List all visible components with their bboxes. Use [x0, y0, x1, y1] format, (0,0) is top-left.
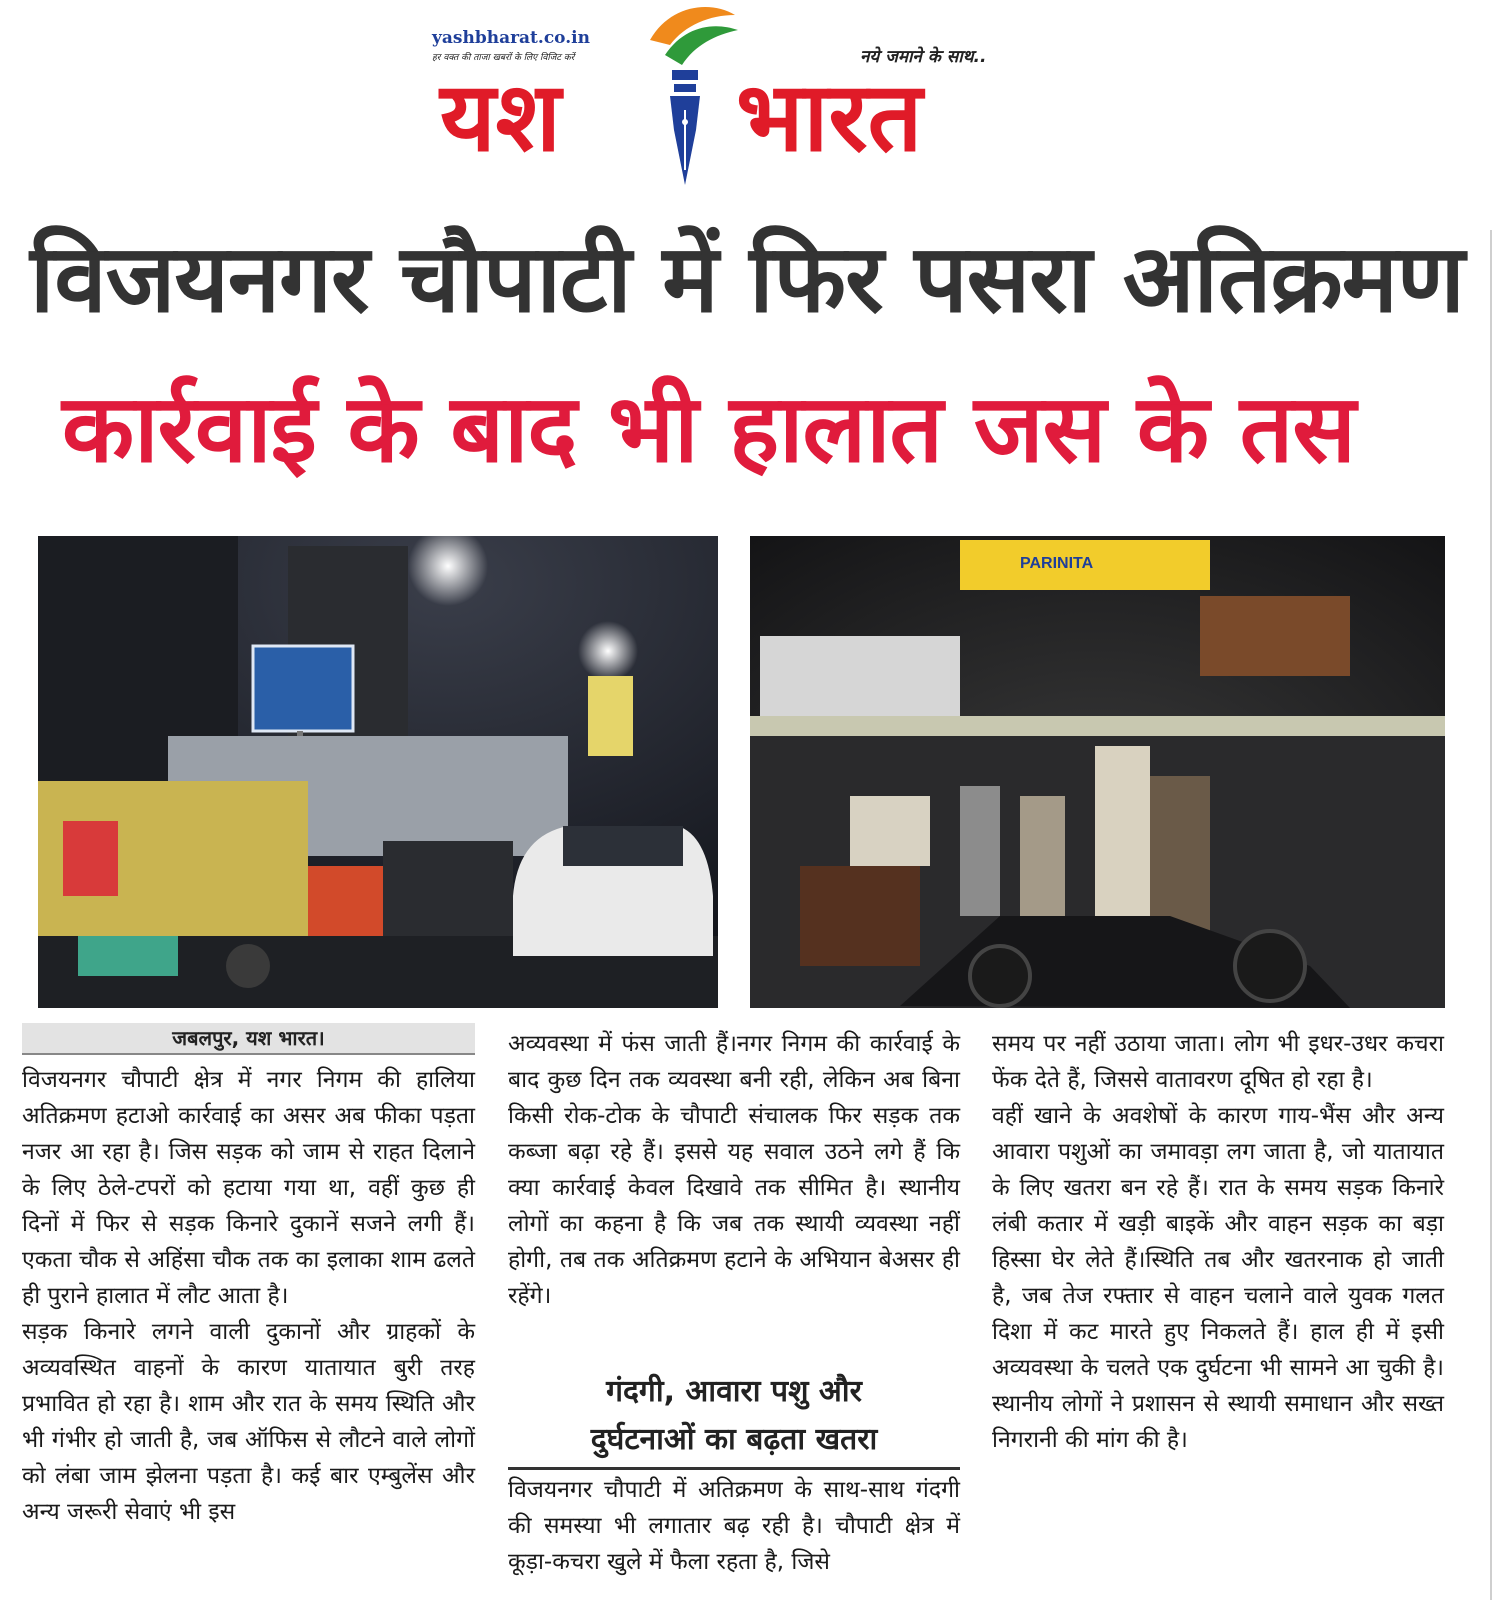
photo-chowpatty-road-night: [38, 536, 718, 1008]
column-rule: [1490, 230, 1492, 1600]
subheading: [508, 1368, 960, 1464]
paragraph: विजयनगर चौपाटी क्षेत्र में नगर निगम की हालिया अतिक्रमण हटाओ कार्रवाई का असर अब फीका पड़ता नजर आ रहा है। जिस सड़क को जाम से राहत दिलाने के लिए ठेले-टपरों को हटाया गया था, वहीं कुछ ही दिनों में फिर से सड़क किनारे दुकानें सजने लगी हैं। एकता चौक से अहिंसा चौक तक का इलाका शाम ढलते ही पुराने हालात में लौट आता है।: [22, 1067, 475, 1309]
dateline: जबलपुर, यश भारत।: [22, 1023, 475, 1055]
paragraph: अव्यवस्था में फंस जाती हैं।नगर निगम की कार्रवाई के बाद कुछ दिन तक व्यवस्था बनी रही, लेकिन अब बिना किसी रोक-टोक के चौपाटी संचालक फिर सड़क तक कब्जा बढ़ा रहे हैं। इससे यह सवाल उठने लगे हैं कि क्या कार्रवाई केवल दिखावे तक सीमित है। स्थानीय लोगों का कहना है कि जब तक स्थायी व्यवस्था नहीं होगी, तब तक अतिक्रमण हटाने के अभियान बेअसर ही रहेंगे।: [508, 1031, 960, 1309]
photo-chowpatty-crowd-night: [750, 536, 1445, 1008]
article-column-2: [508, 1026, 960, 1314]
tagline: नये जमाने के साथ..: [860, 47, 987, 67]
headline-secondary: कार्रवाई के बाद भी हालात जस के तस: [62, 375, 1355, 484]
article-column-2-continued: [508, 1472, 960, 1580]
brand-name-left: यश: [440, 61, 561, 173]
paragraph: सड़क किनारे लगने वाली दुकानों और ग्राहकों के अव्यवस्थित वाहनों के कारण यातायात बुरी तरह प्रभावित हो रहा है। शाम और रात के समय स्थिति और भी गंभीर हो जाती है, जब ऑफिस से लौटने वाले लोगों को लंबा जाम झेलना पड़ता है। कई बार एम्बुलेंस और अन्य जरूरी सेवाएं भी इस: [22, 1319, 475, 1525]
parinita-sign-text: PARINITA: [1020, 555, 1094, 572]
subheading-line-1: गंदगी, आवारा पशु और: [606, 1374, 862, 1409]
masthead: [0, 0, 1499, 200]
paragraph: विजयनगर चौपाटी में अतिक्रमण के साथ-साथ गंदगी की समस्या भी लगातार बढ़ रही है। चौपाटी क्षेत्र में कूड़ा-कचरा खुले में फैला रहता है, जिसे: [508, 1477, 960, 1575]
brand-name-right: भारत: [736, 61, 923, 173]
article-column-1: [22, 1062, 475, 1530]
paragraph: समय पर नहीं उठाया जाता। लोग भी इधर-उधर कचरा फेंक देते हैं, जिससे वातावरण दूषित हो रहा है।: [992, 1031, 1444, 1093]
site-url[interactable]: yashbharat.co.in: [432, 28, 590, 48]
headline-main: विजयनगर चौपाटी में फिर पसरा अतिक्रमण: [30, 225, 1464, 334]
site-url-subtitle: हर वक्त की ताजा खबरों के लिए विजिट करें: [432, 53, 575, 63]
subheading-line-2: दुर्घटनाओं का बढ़ता खतरा: [590, 1422, 878, 1457]
article-column-3: [992, 1026, 1444, 1458]
subheading-rule: [508, 1467, 960, 1470]
paragraph: वहीं खाने के अवशेषों के कारण गाय-भैंस और अन्य आवारा पशुओं का जमावड़ा लग जाता है, जो यातायात के लिए खतरा बन रहे हैं। रात के समय सड़क किनारे लंबी कतार में खड़ी बाइकें और वाहन सड़क का बड़ा हिस्सा घेर लेते हैं।स्थिति तब और खतरनाक हो जाती है, जब तेज रफ्तार से वाहन चलाने वाले युवक गलत दिशा में कट मारते हुए निकलते हैं। हाल ही में इसी अव्यवस्था के चलते एक दुर्घटना भी सामने आ चुकी है। स्थानीय लोगों ने प्रशासन से स्थायी समाधान और सख्त निगरानी की मांग की है।: [992, 1103, 1444, 1453]
pen-flag-logo-icon: [630, 0, 740, 195]
